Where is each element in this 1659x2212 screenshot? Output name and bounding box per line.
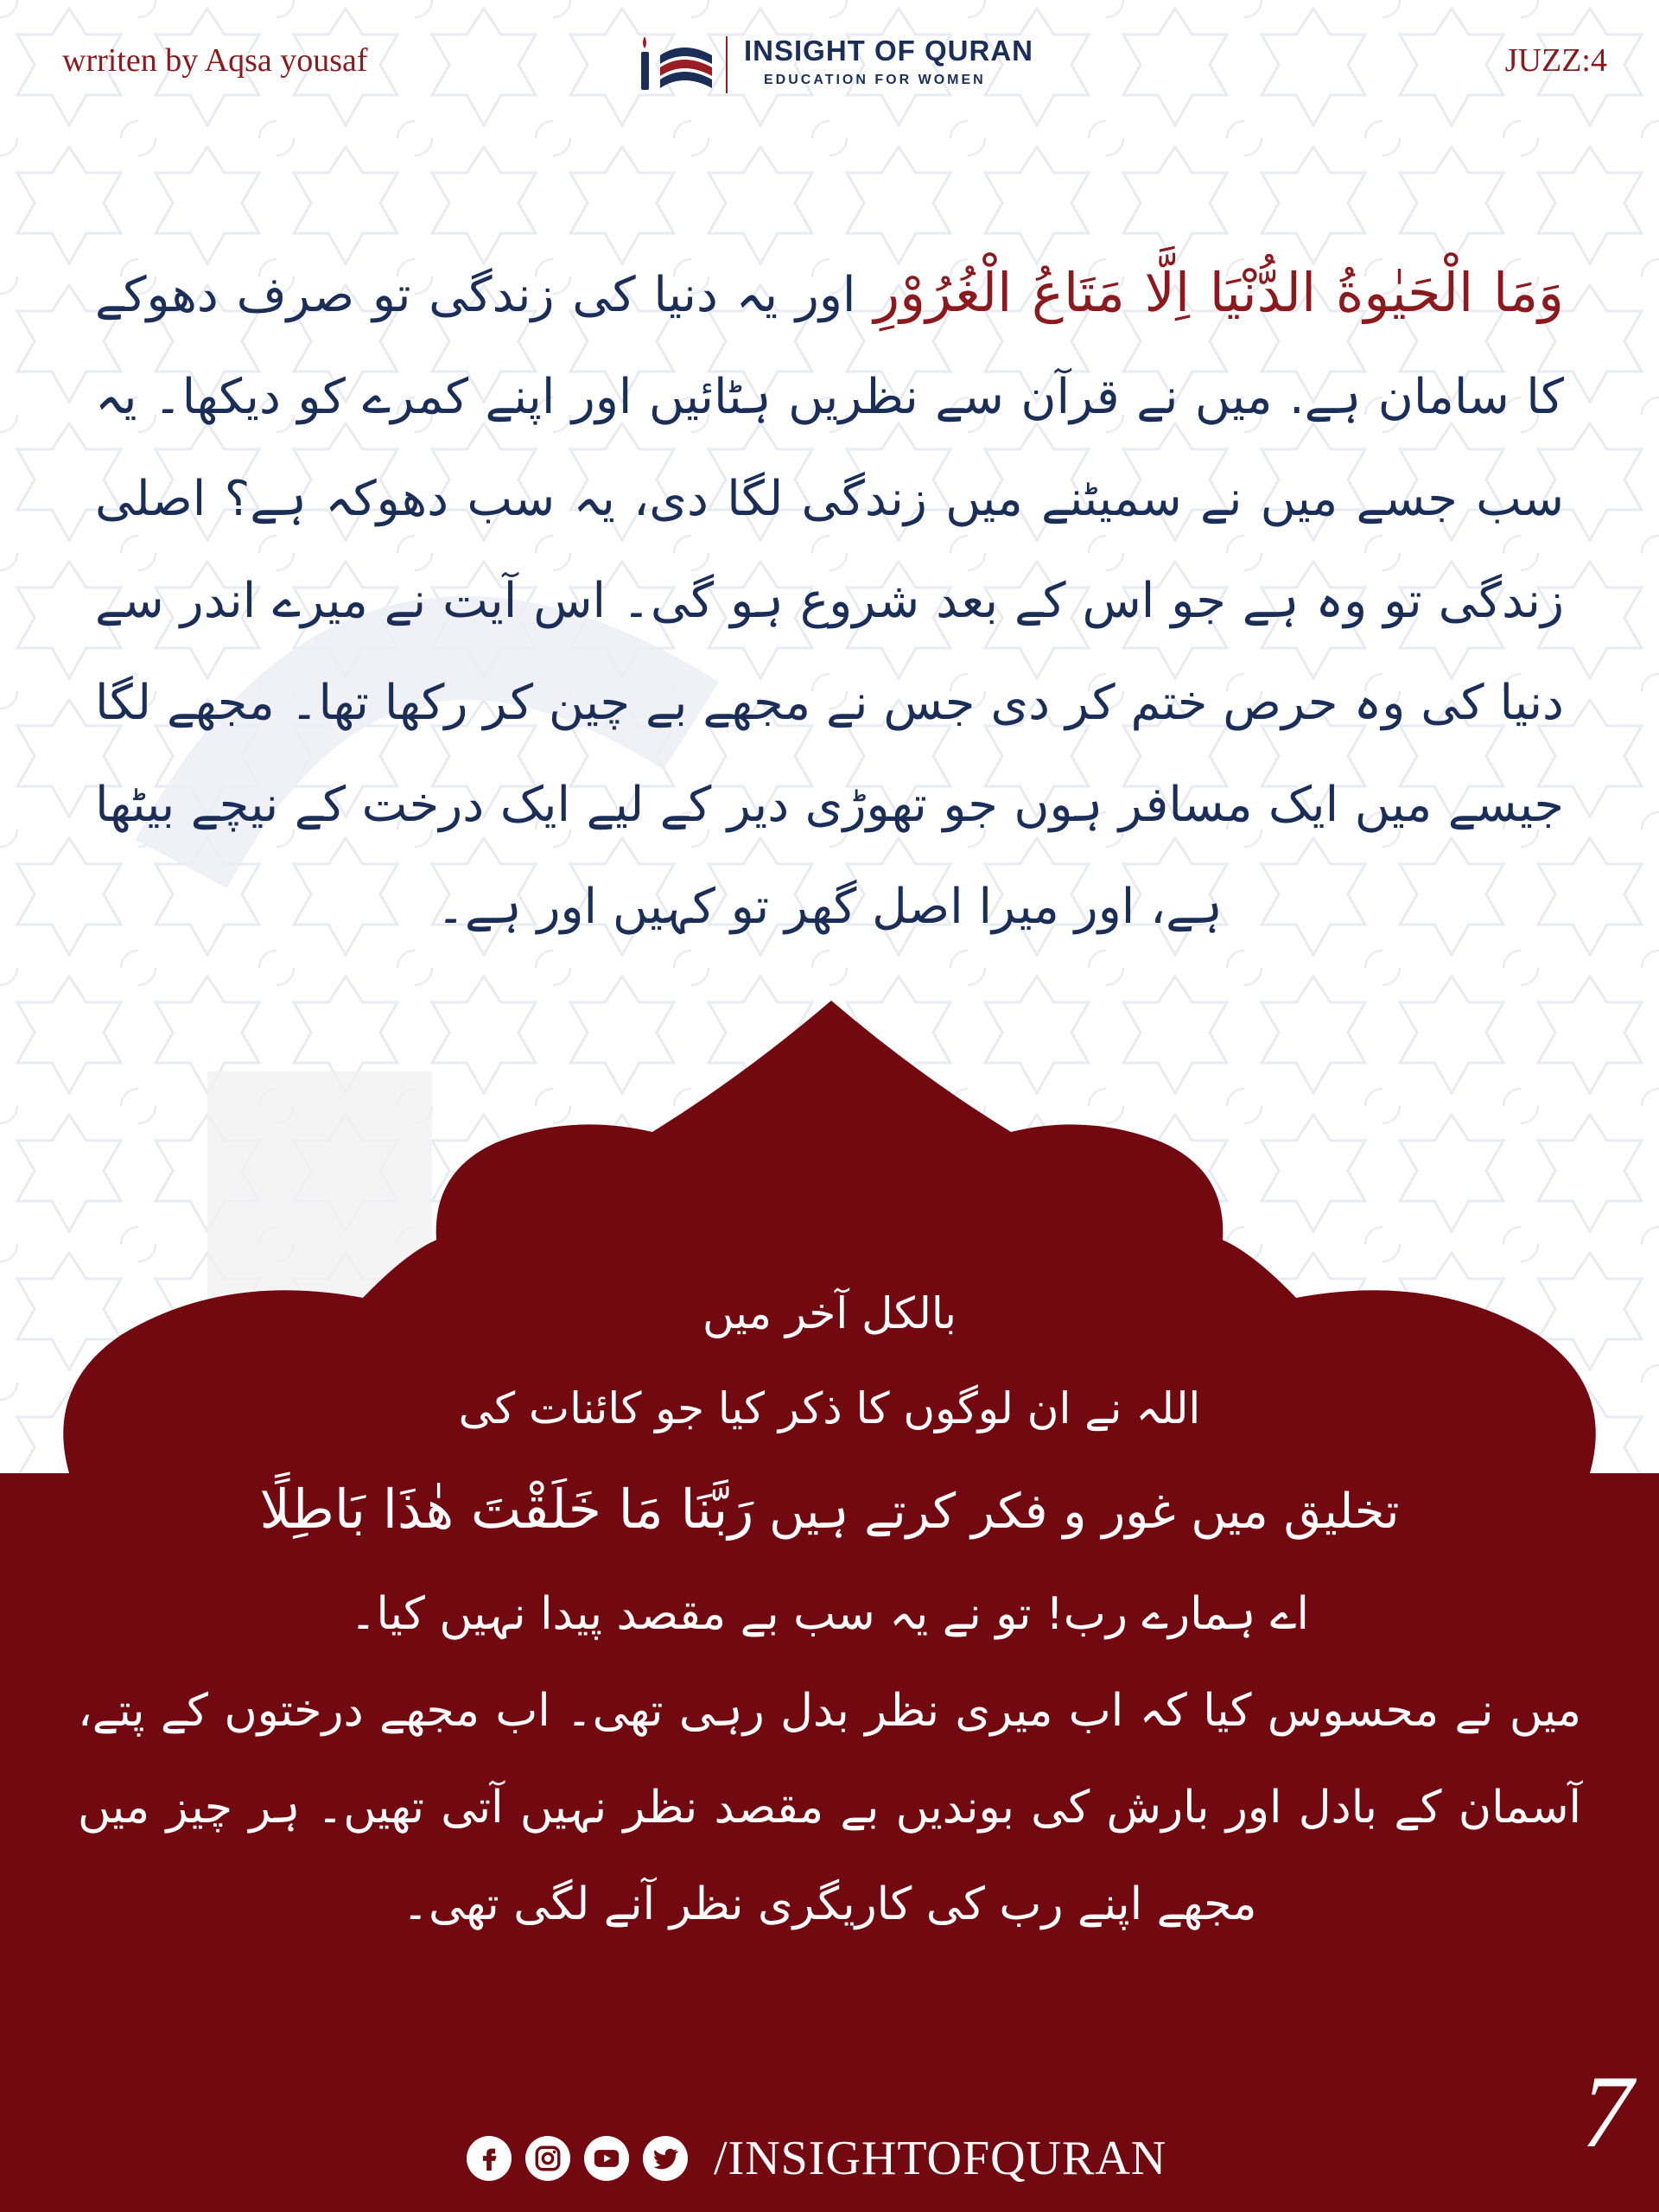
upper-paragraph bbox=[95, 242, 1564, 958]
lower-ayah-quote: رَبَّنَا مَا خَلَقْتَ هٰذَا بَاطِلًا bbox=[259, 1478, 754, 1541]
page-number: 7 bbox=[1581, 2054, 1633, 2169]
lower-line-2: اللہ نے ان لوگوں کا ذکر کیا جو کائنات کی bbox=[458, 1383, 1201, 1433]
logo-mark-icon bbox=[636, 29, 722, 99]
insight-of-quran-logo bbox=[636, 29, 1033, 99]
lower-line-5: میں نے محسوس کیا کہ اب میری نظر بدل رہی تھی۔ اب مجھے درختوں کے پتے، آسمان کے بادل اور بارش کی بوندیں بے مقصد نظر نہیں آتی تھیں۔ ہر چیز میں مجھے اپنے رب کی کاریگری نظر آنے لگی تھی۔ bbox=[78, 1685, 1581, 1930]
lower-heading: بالکل آخر میں bbox=[702, 1288, 957, 1338]
lower-paragraph bbox=[78, 1266, 1581, 1953]
lower-line-3-text: تخلیق میں غور و فکر کرتے ہیں bbox=[753, 1484, 1400, 1540]
social-footer bbox=[467, 2124, 1166, 2193]
instagram-icon[interactable] bbox=[525, 2136, 570, 2181]
logo-title: INSIGHT OF QURAN bbox=[744, 35, 1033, 67]
author-credit: wrriten by Aqsa yousaf bbox=[62, 42, 368, 79]
ayah-quote: وَمَا الْحَيٰوةُ الدُّنْيَا اِلَّا مَتَاعُ الْغُرُوْرِ bbox=[874, 261, 1564, 324]
facebook-icon[interactable] bbox=[467, 2136, 512, 2181]
social-handle[interactable]: /INSIGHTOFQURAN bbox=[714, 2132, 1167, 2185]
lower-line-3 bbox=[78, 1456, 1581, 1566]
upper-paragraph-text: اور یہ دنیا کی زندگی تو صرف دھوکے کا سامان ہے. میں نے قرآن سے نظریں ہٹائیں اور اپنے کمرے کو دیکھا۔ یہ سب جسے میں نے سمیٹنے میں زندگی لگا دی، یہ سب دھوکہ ہے؟ اصلی زندگی تو وہ ہے جو اس کے بعد شروع ہو گی۔ اس آیت نے میرے اندر سے دنیا کی وہ حرص ختم کر دی جس نے مجھے بے چین کر رکھا تھا۔ مجھے لگا جیسے میں ایک مسافر ہوں جو تھوڑی دیر کے لیے ایک درخت کے نیچے بیٹھا ہے، اور میرا اصل گھر تو کہیں اور ہے۔ bbox=[95, 267, 1565, 935]
juzz-label: JUZZ:4 bbox=[1504, 42, 1607, 79]
youtube-icon[interactable] bbox=[584, 2136, 629, 2181]
logo-divider bbox=[726, 36, 728, 93]
logo-subtitle: EDUCATION FOR WOMEN bbox=[764, 73, 986, 87]
twitter-icon[interactable] bbox=[643, 2136, 688, 2181]
lower-line-4: اے ہمارے رب! تو نے یہ سب بے مقصد پیدا نہیں کیا۔ bbox=[350, 1588, 1309, 1640]
